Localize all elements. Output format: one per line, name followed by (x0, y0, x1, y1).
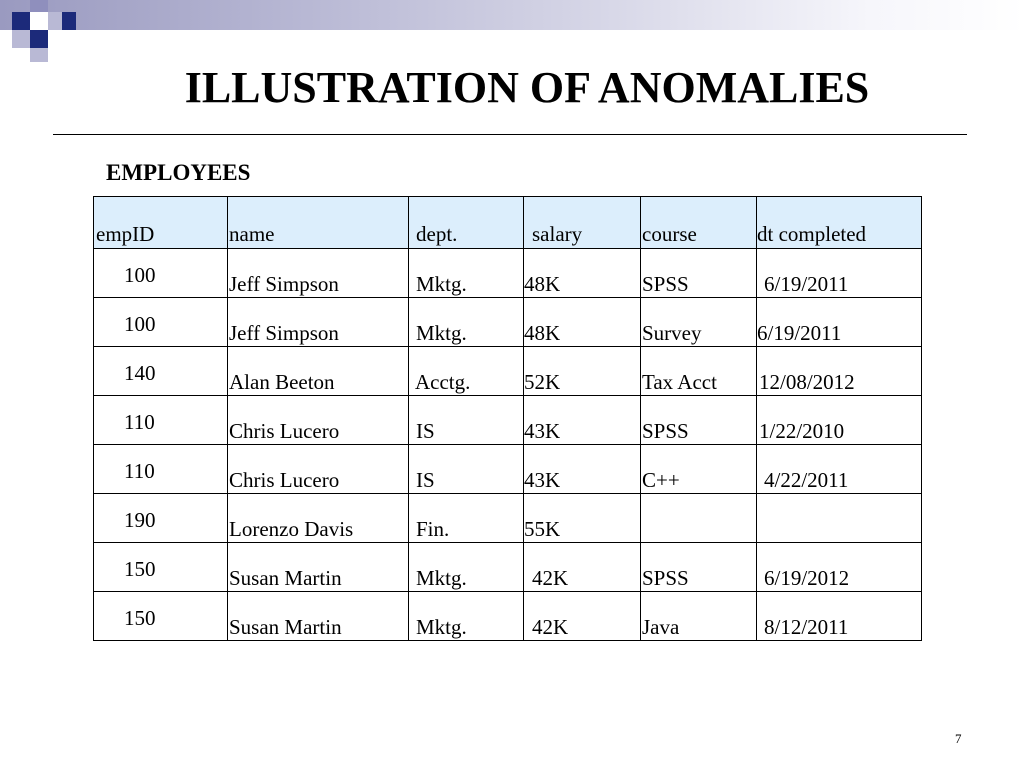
cell-empid: 150 (94, 592, 228, 641)
employees-table (93, 196, 922, 641)
cell-salary: 43K (524, 445, 641, 494)
cell-date: 1/22/2010 (757, 396, 922, 445)
table-row (94, 445, 922, 494)
cell-date: 8/12/2011 (757, 592, 922, 641)
cell-course: Tax Acct (641, 347, 757, 396)
column-header: salary (524, 197, 641, 249)
cell-salary: 48K (524, 298, 641, 347)
title-divider (53, 134, 967, 135)
column-header: dept. (409, 197, 524, 249)
cell-dept: Mktg. (409, 592, 524, 641)
cell-salary: 48K (524, 249, 641, 298)
cell-date: 12/08/2012 (757, 347, 922, 396)
cell-empid: 140 (94, 347, 228, 396)
cell-date: 6/19/2012 (757, 543, 922, 592)
cell-name: Alan Beeton (228, 347, 409, 396)
cell-dept: Fin. (409, 494, 524, 543)
cell-empid: 190 (94, 494, 228, 543)
column-header: dt completed (757, 197, 922, 249)
cell-salary: 42K (524, 543, 641, 592)
cell-date (757, 494, 922, 543)
cell-salary: 55K (524, 494, 641, 543)
cell-name: Susan Martin (228, 592, 409, 641)
cell-course: SPSS (641, 396, 757, 445)
table-row (94, 592, 922, 641)
column-header: name (228, 197, 409, 249)
table-row (94, 494, 922, 543)
page-number: 7 (955, 731, 962, 746)
table-row (94, 396, 922, 445)
cell-name: Chris Lucero (228, 396, 409, 445)
cell-empid: 100 (94, 249, 228, 298)
table-row (94, 347, 922, 396)
cell-dept: Mktg. (409, 298, 524, 347)
cell-salary: 52K (524, 347, 641, 396)
cell-date: 6/19/2011 (757, 298, 922, 347)
cell-name: Chris Lucero (228, 445, 409, 494)
cell-empid: 110 (94, 396, 228, 445)
cell-name: Jeff Simpson (228, 298, 409, 347)
header-band (0, 0, 1024, 30)
slide-title: ILLUSTRATION OF ANOMALIES (184, 63, 870, 112)
column-header: empID (94, 197, 228, 249)
cell-empid: 150 (94, 543, 228, 592)
cell-name: Susan Martin (228, 543, 409, 592)
cell-dept: Mktg. (409, 249, 524, 298)
table-row (94, 543, 922, 592)
cell-name: Lorenzo Davis (228, 494, 409, 543)
cell-name: Jeff Simpson (228, 249, 409, 298)
cell-dept: Mktg. (409, 543, 524, 592)
table-header-row (94, 197, 922, 249)
cell-course: SPSS (641, 249, 757, 298)
cell-salary: 42K (524, 592, 641, 641)
cell-empid: 110 (94, 445, 228, 494)
cell-dept: IS (409, 396, 524, 445)
cell-course: C++ (641, 445, 757, 494)
cell-dept: IS (409, 445, 524, 494)
cell-date: 6/19/2011 (757, 249, 922, 298)
cell-course: Survey (641, 298, 757, 347)
cell-salary: 43K (524, 396, 641, 445)
cell-course: Java (641, 592, 757, 641)
cell-empid: 100 (94, 298, 228, 347)
cell-course: SPSS (641, 543, 757, 592)
table-row (94, 249, 922, 298)
cell-dept: Acctg. (409, 347, 524, 396)
table-row (94, 298, 922, 347)
cell-date: 4/22/2011 (757, 445, 922, 494)
column-header: course (641, 197, 757, 249)
cell-course (641, 494, 757, 543)
table-caption: EMPLOYEES (106, 160, 251, 185)
